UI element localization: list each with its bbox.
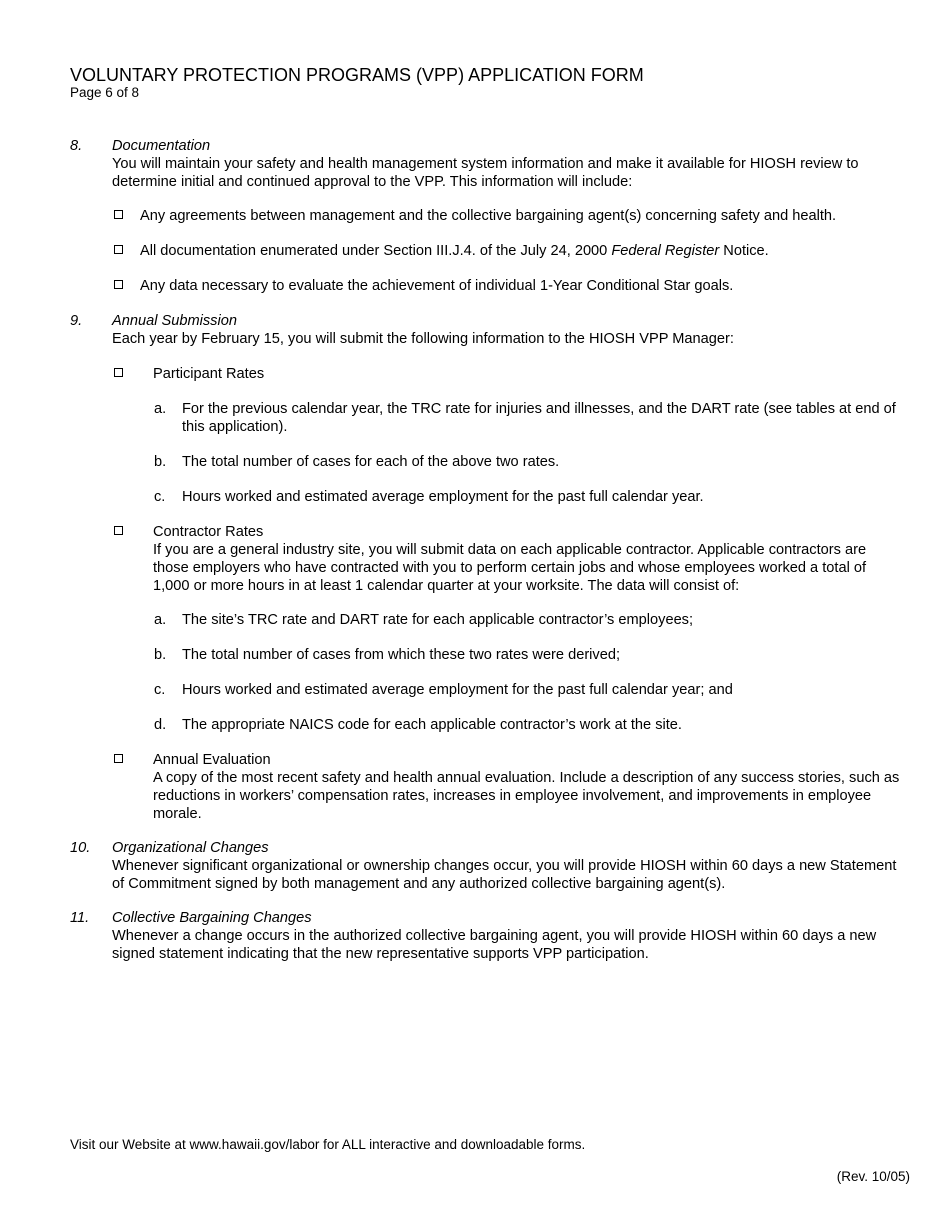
participant-a-letter: a.	[154, 401, 167, 417]
section-8-intro: You will maintain your safety and health management system information and make it available for HIOSH review to determine initial and continued approval to the VPP. This information will include:	[112, 156, 859, 190]
participant-rates-label: Participant Rates	[153, 366, 265, 382]
checkbox-documentation[interactable]	[114, 245, 123, 254]
checkbox-annual-evaluation[interactable]	[114, 754, 123, 763]
contractor-rates-label: Contractor Rates	[153, 524, 264, 540]
checkbox-star-goals[interactable]	[114, 280, 123, 289]
checkbox-participant-rates[interactable]	[114, 368, 123, 377]
annual-evaluation-label: Annual Evaluation	[153, 752, 271, 768]
section-10-body: Whenever significant organizational or ownership changes occur, you will provide HIOSH within 60 days a new Statement of Commitment signed by both management and any authorized collective bargaining agent(s).	[112, 858, 897, 892]
section-10-heading: Organizational Changes	[112, 840, 269, 856]
checkbox-contractor-rates[interactable]	[114, 526, 123, 535]
participant-item-c: Hours worked and estimated average employment for the past full calendar year.	[182, 489, 704, 505]
section-11-heading: Collective Bargaining Changes	[112, 910, 312, 926]
annual-evaluation-desc: A copy of the most recent safety and health annual evaluation. Include a description of any success stories, such as reductions in workers’ compensation rates, increases in employee involvement, and improvements in employee morale.	[153, 770, 900, 822]
section-9	[112, 312, 912, 348]
contractor-item-a: The site’s TRC rate and DART rate for each applicable contractor’s employees;	[182, 612, 694, 628]
contractor-item-d: The appropriate NAICS code for each applicable contractor’s work at the site.	[182, 717, 682, 733]
contractor-d-letter: d.	[154, 717, 167, 733]
section-8-number: 8.	[70, 138, 83, 154]
page-number: Page 6 of 8	[70, 85, 140, 100]
revision-label: (Rev. 10/05)	[836, 1169, 910, 1184]
checkbox-agreements[interactable]	[114, 210, 123, 219]
section-10	[112, 839, 912, 893]
item2-pre: All documentation enumerated under Section III.J.4. of the July 24, 2000	[140, 243, 612, 259]
section-8-heading: Documentation	[112, 138, 211, 154]
participant-b-letter: b.	[154, 454, 167, 470]
contractor-b-letter: b.	[154, 647, 167, 663]
documentation-item-agreements: Any agreements between management and the collective bargaining agent(s) concerning safety and health.	[140, 208, 837, 224]
contractor-item-b: The total number of cases from which these two rates were derived;	[182, 647, 621, 663]
section-11-number: 11.	[70, 910, 90, 926]
participant-c-letter: c.	[154, 489, 166, 505]
contractor-a-letter: a.	[154, 612, 167, 628]
section-9-number: 9.	[70, 313, 83, 329]
contractor-item-c: Hours worked and estimated average employment for the past full calendar year; and	[182, 682, 733, 698]
contractor-rates-desc: If you are a general industry site, you will submit data on each applicable contractor. Applicable contractors are those employers who have contracted with you to perform certain jobs and whose employees worked a total of 1,000 or more hours in at least 1 calendar quarter at your worksite. The data will consist of:	[153, 542, 867, 594]
section-10-number: 10.	[70, 840, 91, 856]
contractor-rates	[153, 523, 903, 595]
section-8	[112, 137, 912, 191]
documentation-item-star-goals: Any data necessary to evaluate the achievement of individual 1-Year Conditional Star goals.	[140, 278, 734, 294]
participant-item-a: For the previous calendar year, the TRC rate for injuries and illnesses, and the DART rate (see tables at end of this application).	[182, 401, 896, 435]
footer-website: Visit our Website at www.hawaii.gov/labor for ALL interactive and downloadable forms.	[70, 1137, 586, 1152]
section-11	[112, 909, 912, 963]
federal-register-text: Federal Register	[611, 243, 720, 259]
participant-item-b: The total number of cases for each of the above two rates.	[182, 454, 560, 470]
form-title: VOLUNTARY PROTECTION PROGRAMS (VPP) APPLICATION FORM	[70, 65, 644, 85]
item2-post: Notice.	[719, 243, 769, 259]
annual-evaluation	[153, 751, 908, 823]
section-11-body: Whenever a change occurs in the authorized collective bargaining agent, you will provide HIOSH within 60 days a new signed statement indicating that the new representative supports VPP participation.	[112, 928, 877, 962]
contractor-c-letter: c.	[154, 682, 166, 698]
documentation-item-federal-register	[140, 242, 769, 260]
section-9-heading: Annual Submission	[112, 313, 237, 329]
section-9-intro: Each year by February 15, you will submit the following information to the HIOSH VPP Manager:	[112, 331, 734, 347]
